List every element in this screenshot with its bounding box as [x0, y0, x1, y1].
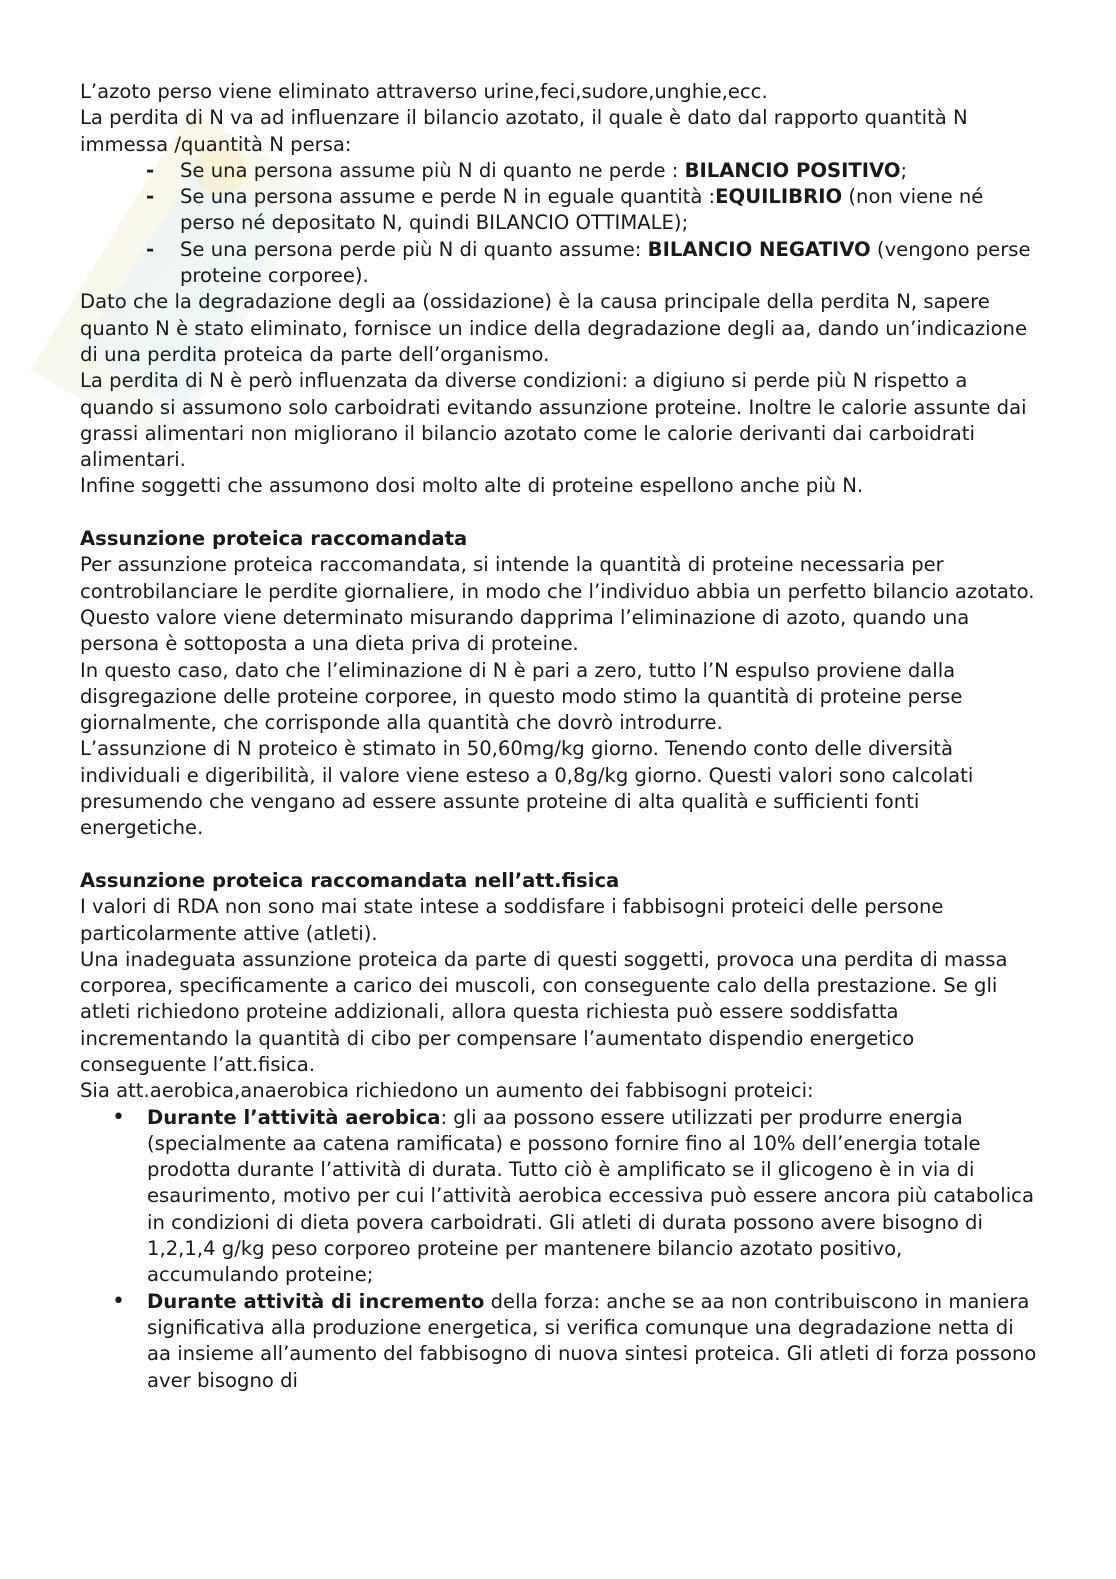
intro-paragraph-5: Infine soggetti che assumono dosi molto alte di proteine espellono anche più N.: [80, 474, 864, 498]
section2-paragraph-3: Sia att.aerobica,anaerobica richiedono un aumento dei fabbisogni proteici:: [80, 1079, 814, 1103]
list-item: - Se una persona assume e perde N in eguale quantità :EQUILIBRIO (non viene né perso né depositato N, quindi BILANCIO OTTIMALE);: [80, 184, 1040, 237]
intro-paragraph-3: Dato che la degradazione degli aa (ossidazione) è la causa principale della perdita N, sapere quanto N è stato eliminato, fornisce un indice della degradazione degli aa, dando un’indicazione di una perdita proteica da parte dell’organismo.: [80, 290, 1028, 366]
section1-paragraph-1: Per assunzione proteica raccomandata, si intende la quantità di proteine necessaria per controbilanciare le perdite giornaliere, in modo che l’individuo abbia un perfetto bilancio azotato.: [80, 553, 1035, 603]
section2-paragraph-1: I valori di RDA non sono mai state intese a soddisfare i fabbisogni proteici delle persone particolarmente attive (atleti).: [80, 895, 944, 945]
intro-paragraph-4: La perdita di N è però influenzata da diverse condizioni: a digiuno si perde più N rispetto a quando si assumono solo carboidrati evitando assunzione proteine. Inoltre le calorie assunte dai grassi alimentari non migliorano il bilancio azotato come le calorie derivanti dai carboidrati alimentari.: [80, 369, 1027, 472]
section1-paragraph-2: Questo valore viene determinato misurando dapprima l’eliminazione di azoto, quando una persona è sottoposta a una dieta priva di proteine.: [80, 605, 970, 656]
balance-list: [80, 158, 1040, 289]
section1-paragraph-4: L’assunzione di N proteico è stimato in 50,60mg/kg giorno. Tenendo conto delle diversità individuali e digeribilità, il valore viene esteso a 0,8g/kg giorno. Questi valori sono calcolati presumendo che vengano ad essere assunte proteine di alta qualità e sufficienti fonti energetiche.: [80, 737, 974, 840]
intro-paragraph-1: L’azoto perso viene eliminato attraverso urine,feci,sudore,unghie,ecc.: [80, 80, 768, 103]
document-page: [80, 79, 1040, 1394]
intro-paragraph-2: La perdita di N va ad influenzare il bilancio azotato, il quale è dato dal rapporto quantità N immessa /quantità N persa:: [80, 106, 968, 156]
activity-list: [80, 1105, 1040, 1394]
list-item: • Durante attività di incremento della forza: anche se aa non contribuiscono in maniera significativa alla produzione energetica, si verifica comunque una degradazione netta di aa insieme all’aumento del fabbisogno di nuova sintesi proteica. Gli atleti di forza possono aver bisogno di: [80, 1289, 1040, 1394]
list-item: • Durante l’attività aerobica: gli aa possono essere utilizzati per produrre energia (specialmente aa catena ramificata) e possono fornire fino al 10% dell’energia totale prodotta durante l’attività di durata. Tutto ciò è amplificato se il glicogeno è in via di esaurimento, motivo per cui l’attività aerobica eccessiva può essere ancora più catabolica in condizioni di dieta povera carboidrati. Gli atleti di durata possono avere bisogno di 1,2,1,4 g/kg peso corporeo proteine per mantenere bilancio azotato positivo, accumulando proteine;: [80, 1105, 1040, 1289]
section-heading-recommended-intake: Assunzione proteica raccomandata: [80, 527, 468, 551]
list-item: - Se una persona perde più N di quanto assume: BILANCIO NEGATIVO (vengono perse proteine corporee).: [80, 237, 1040, 290]
list-item: - Se una persona assume più N di quanto ne perde : BILANCIO POSITIVO;: [80, 158, 1040, 184]
section-heading-physical-activity: Assunzione proteica raccomandata nell’att.fisica: [80, 868, 620, 892]
section1-paragraph-3: In questo caso, dato che l’eliminazione di N è pari a zero, tutto l’N espulso proviene dalla disgregazione delle proteine corporee, in questo modo stimo la quantità di proteine perse giornalmente, che corrisponde alla quantità che dovrò introdurre.: [80, 658, 963, 735]
section2-paragraph-2: Una inadeguata assunzione proteica da parte di questi soggetti, provoca una perdita di massa corporea, specificamente a carico dei muscoli, con conseguente calo della prestazione. Se gli atleti richiedono proteine addizionali, allora questa richiesta può essere soddisfatta incrementando la quantità di cibo per compensare l’aumentato dispendio energetico conseguente l’att.fisica.: [80, 947, 1008, 1076]
